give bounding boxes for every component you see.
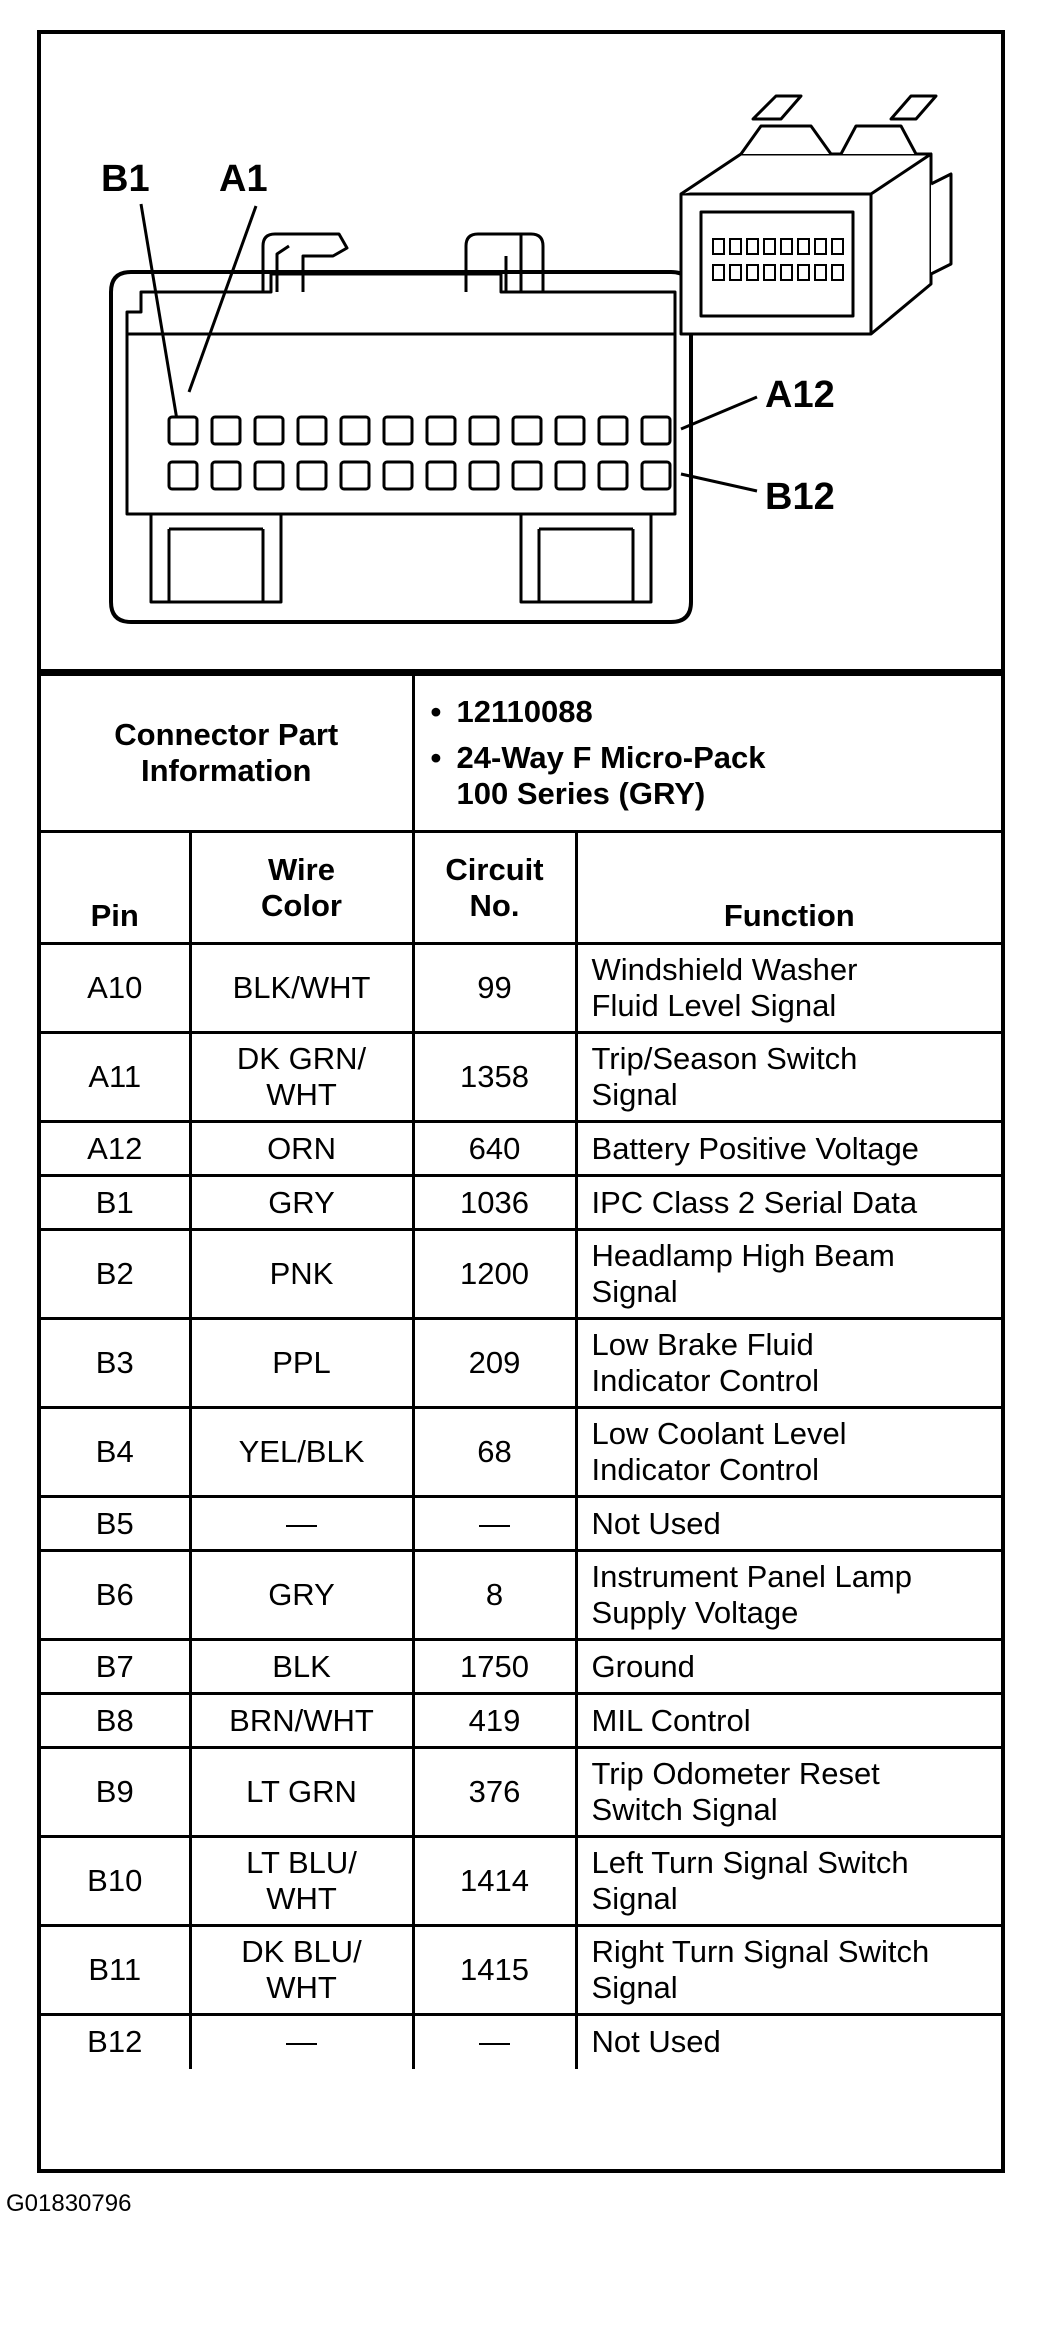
wire-color-cell (190, 1694, 413, 1748)
circuit-cell-text: 640 (468, 1130, 521, 1166)
circuit-cell-text: 1414 (460, 1863, 529, 1898)
circuit-cell (413, 1176, 576, 1230)
circuit-cell-text: 1750 (460, 1648, 529, 1684)
function-cell-text: Not Used (591, 2024, 721, 2060)
wire-color-cell-text: GRY (268, 1577, 335, 1612)
function-cell (576, 1230, 1001, 1319)
function-cell-text: Headlamp High Beam (591, 1238, 895, 1273)
pin-cell (41, 2015, 190, 2069)
function-cell-text: IPC Class 2 Serial Data (591, 1184, 918, 1220)
table-row (41, 1837, 1001, 1926)
function-cell-text: Ground (591, 1648, 695, 1684)
table-row (41, 2015, 1001, 2069)
pin-cavity (384, 417, 412, 444)
wire-color-cell (190, 1408, 413, 1497)
pin-cell-text: B8 (95, 1702, 134, 1738)
pin-cavity (341, 462, 369, 489)
pin-cell-text: B5 (95, 1505, 134, 1541)
wire-color-cell-text: ORN (267, 1130, 336, 1166)
wire-color-cell-text: — (286, 1505, 317, 1541)
bullet-icon: • (430, 694, 442, 729)
pin-cell (41, 1497, 190, 1551)
circuit-cell (413, 1748, 576, 1837)
function-cell-text: Battery Positive Voltage (591, 1130, 919, 1166)
function-cell-text: Trip Odometer Reset (591, 1756, 880, 1791)
wire-color-cell-text: WHT (266, 1881, 337, 1916)
wire-color-cell (190, 1230, 413, 1319)
pin-cavity (255, 462, 283, 489)
pin-cell (41, 1230, 190, 1319)
table-row (41, 1033, 1001, 1122)
pin-cell (41, 1551, 190, 1640)
pin-cell-text: B4 (95, 1434, 134, 1469)
pin-cavity (599, 462, 627, 489)
circuit-cell-text: 419 (468, 1702, 521, 1738)
pin-cavity (298, 462, 326, 489)
pin-cell-text: B6 (95, 1577, 134, 1612)
connector-sheet (37, 30, 1005, 2173)
function-cell-text: Indicator Control (591, 1363, 819, 1398)
function-cell-text: Trip/Season Switch (591, 1041, 858, 1076)
pin-cavity (470, 462, 498, 489)
pin-cavity (427, 417, 455, 444)
pin-cavity (599, 417, 627, 444)
pin-cell (41, 1748, 190, 1837)
wire-color-cell-text: DK GRN/ (236, 1041, 367, 1076)
pin-cavity (255, 417, 283, 444)
wire-color-cell-text: DK BLU/ (241, 1934, 362, 1969)
table-row (41, 1408, 1001, 1497)
header-circuit-line1: Circuit (445, 851, 544, 887)
wire-color-cell (190, 1640, 413, 1694)
header-function: Function (576, 832, 1001, 944)
wire-color-cell (190, 1122, 413, 1176)
circuit-cell (413, 1640, 576, 1694)
pin-cavity (169, 417, 197, 444)
function-cell (576, 1640, 1001, 1694)
circuit-cell-text: 1200 (460, 1256, 529, 1291)
header-wire-color (190, 832, 413, 944)
pin-cell (41, 1837, 190, 1926)
wire-color-cell (190, 1551, 413, 1640)
table-row (41, 1694, 1001, 1748)
pin-cavity (427, 462, 455, 489)
function-cell-text: Not Used (591, 1505, 721, 1541)
function-cell-text: Low Brake Fluid (591, 1327, 814, 1362)
wire-color-cell-text: BLK (272, 1648, 331, 1684)
function-cell (576, 1408, 1001, 1497)
function-cell-text: Supply Voltage (591, 1595, 799, 1630)
pin-cavity (384, 462, 412, 489)
circuit-cell (413, 1230, 576, 1319)
wire-color-cell (190, 2015, 413, 2069)
function-cell (576, 1748, 1001, 1837)
header-circuit-line2: No. (469, 887, 520, 923)
pin-cell-text: B2 (95, 1256, 134, 1291)
pin-cell-text: A10 (87, 970, 143, 1005)
pin-cavity (513, 462, 541, 489)
pin-cavity (556, 462, 584, 489)
circuit-cell-text: 8 (485, 1577, 504, 1612)
wire-color-cell-text: PNK (269, 1256, 334, 1291)
label-b12: B12 (765, 476, 835, 518)
bullet-icon: • (430, 740, 442, 775)
wire-color-cell-text: LT GRN (246, 1774, 357, 1809)
wire-color-cell (190, 1033, 413, 1122)
function-cell-text: Indicator Control (591, 1452, 819, 1487)
pin-cavity (341, 417, 369, 444)
function-cell-text: Fluid Level Signal (591, 988, 837, 1023)
function-cell (576, 1497, 1001, 1551)
circuit-cell-text: 1036 (460, 1184, 529, 1220)
pin-cell (41, 1033, 190, 1122)
function-cell-text: Low Coolant Level (591, 1416, 847, 1451)
label-a1: A1 (219, 158, 268, 200)
connector-info-item (430, 740, 1002, 812)
circuit-cell-text: 1358 (460, 1059, 529, 1094)
circuit-cell-text: — (479, 1505, 511, 1541)
table-row (41, 1230, 1001, 1319)
circuit-cell-text: 99 (477, 970, 512, 1005)
connector-info-list (413, 675, 1001, 832)
table-row (41, 1122, 1001, 1176)
circuit-cell (413, 1033, 576, 1122)
table-row (41, 1497, 1001, 1551)
wire-color-cell-text: LT BLU/ (246, 1845, 357, 1880)
pin-cavity (556, 417, 584, 444)
wire-color-cell (190, 1926, 413, 2015)
function-cell-text: Signal (591, 1077, 678, 1112)
circuit-cell (413, 1319, 576, 1408)
wire-color-cell (190, 1497, 413, 1551)
table-row (41, 944, 1001, 1033)
table-row (41, 1551, 1001, 1640)
header-pin: Pin (41, 832, 190, 944)
circuit-cell (413, 1408, 576, 1497)
connector-info-title (41, 675, 413, 832)
pin-cavity (212, 462, 240, 489)
function-cell (576, 944, 1001, 1033)
connector-series: 100 Series (GRY) (456, 776, 706, 811)
connector-info-title-line1: Connector Part (114, 717, 339, 752)
function-cell (576, 1122, 1001, 1176)
function-cell-text: Left Turn Signal Switch (591, 1845, 909, 1880)
pin-cell-text: B3 (95, 1345, 134, 1380)
circuit-cell (413, 1837, 576, 1926)
column-header-row (41, 832, 1001, 944)
function-cell (576, 1837, 1001, 1926)
circuit-cell (413, 1122, 576, 1176)
wire-color-cell (190, 1837, 413, 1926)
connector-face-drawing (41, 34, 1001, 669)
pin-cavity (298, 417, 326, 444)
function-cell (576, 1551, 1001, 1640)
connector-type: 24-Way F Micro-Pack (456, 740, 766, 775)
circuit-cell-text: 376 (468, 1774, 521, 1809)
wire-color-cell-text: WHT (266, 1970, 337, 2005)
circuit-cell (413, 1551, 576, 1640)
function-cell-text: Signal (591, 1970, 678, 2005)
wire-color-cell-text: WHT (266, 1077, 337, 1112)
pin-cell (41, 1176, 190, 1230)
wire-color-cell-text: — (286, 2024, 317, 2060)
header-wire-color-line2: Color (261, 887, 342, 923)
pin-cavity (642, 417, 670, 444)
function-cell-text: MIL Control (591, 1702, 751, 1738)
pin-cell (41, 1408, 190, 1497)
pin-cell (41, 1319, 190, 1408)
wire-color-cell-text: PPL (272, 1345, 331, 1380)
pin-cell (41, 1926, 190, 2015)
function-cell-text: Switch Signal (591, 1792, 778, 1827)
function-cell-text: Signal (591, 1881, 678, 1916)
table-row (41, 1748, 1001, 1837)
figure-id: G01830796 (6, 2190, 132, 2217)
connector-info-row (41, 675, 1001, 832)
function-cell-text: Windshield Washer (591, 952, 858, 987)
wire-color-cell (190, 1176, 413, 1230)
connector-info-item (430, 694, 1002, 730)
pin-cell (41, 1640, 190, 1694)
pin-cell-text: A11 (88, 1059, 142, 1094)
function-cell-text: Right Turn Signal Switch (591, 1934, 930, 1969)
table-row (41, 1319, 1001, 1408)
wire-color-cell-text: YEL/BLK (238, 1434, 365, 1469)
table-row (41, 1640, 1001, 1694)
wire-color-cell-text: BRN/WHT (229, 1702, 374, 1738)
pin-cavity (642, 462, 670, 489)
function-cell (576, 2015, 1001, 2069)
circuit-cell (413, 944, 576, 1033)
pin-cell-text: B1 (95, 1184, 134, 1220)
function-cell (576, 1033, 1001, 1122)
header-circuit (413, 832, 576, 944)
circuit-cell (413, 1694, 576, 1748)
function-cell (576, 1694, 1001, 1748)
function-cell (576, 1176, 1001, 1230)
function-cell (576, 1319, 1001, 1408)
label-b1: B1 (101, 158, 150, 200)
header-wire-color-line1: Wire (268, 851, 335, 887)
connector-info-title-line2: Information (141, 753, 312, 788)
circuit-cell (413, 2015, 576, 2069)
pin-cavity (513, 417, 541, 444)
pin-cavity (470, 417, 498, 444)
pin-cell-text: B10 (87, 1863, 143, 1898)
circuit-cell-text: — (479, 2024, 511, 2060)
wire-color-cell-text: GRY (268, 1184, 335, 1220)
pinout-table (41, 673, 1001, 2069)
pin-cell-text: B9 (95, 1774, 134, 1809)
wire-color-cell (190, 1748, 413, 1837)
function-cell (576, 1926, 1001, 2015)
circuit-cell-text: 209 (468, 1345, 521, 1380)
pin-cell (41, 944, 190, 1033)
table-row (41, 1176, 1001, 1230)
pin-cell-text: B12 (87, 2024, 143, 2060)
circuit-cell (413, 1497, 576, 1551)
part-number: 12110088 (456, 694, 593, 729)
pin-cell (41, 1122, 190, 1176)
pin-cell-text: A12 (87, 1130, 143, 1166)
table-row (41, 1926, 1001, 2015)
wire-color-cell (190, 944, 413, 1033)
circuit-cell-text: 1415 (460, 1952, 529, 1987)
wire-color-cell (190, 1319, 413, 1408)
pin-cell (41, 1694, 190, 1748)
connector-diagram (41, 34, 1001, 673)
pin-cavity (169, 462, 197, 489)
circuit-cell-text: 68 (477, 1434, 512, 1469)
pin-cell-text: B7 (95, 1648, 134, 1684)
pin-cell-text: B11 (88, 1952, 142, 1987)
circuit-cell (413, 1926, 576, 2015)
label-a12: A12 (765, 374, 835, 416)
wire-color-cell-text: BLK/WHT (232, 970, 371, 1005)
function-cell-text: Signal (591, 1274, 678, 1309)
pin-cavity (212, 417, 240, 444)
function-cell-text: Instrument Panel Lamp (591, 1559, 913, 1594)
